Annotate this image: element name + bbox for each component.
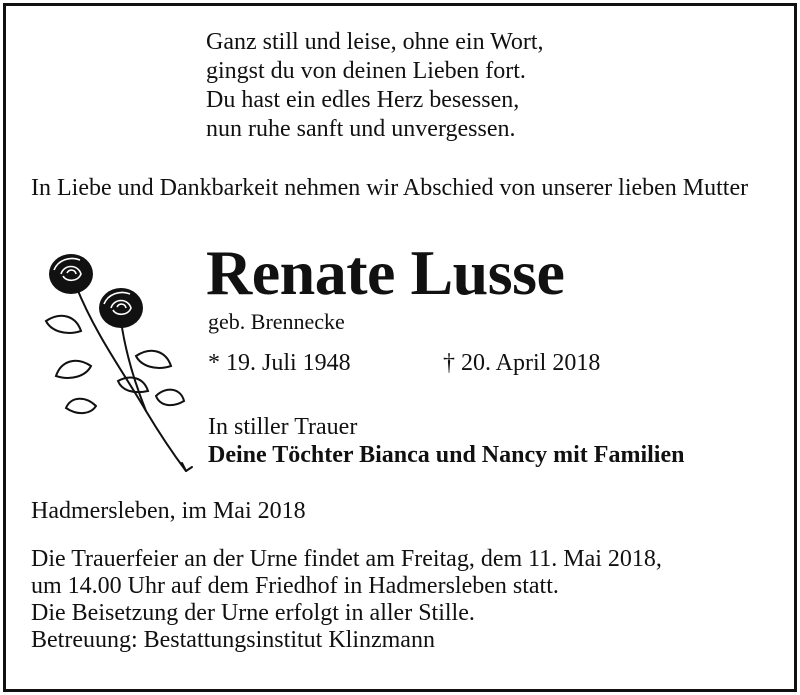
death-date: † 20. April 2018 (443, 350, 601, 376)
poem-line: Du hast ein edles Herz besessen, (206, 87, 520, 113)
obituary-notice (3, 3, 797, 692)
rose-icon (36, 246, 196, 476)
details-line: Betreuung: Bestattungsinstitut Klinzmann (31, 627, 435, 653)
maiden-name: geb. Brennecke (208, 309, 345, 334)
mourning-heading: In stiller Trauer (208, 414, 358, 440)
poem (206, 28, 544, 144)
mourners-family: Deine Töchter Bianca und Nancy mit Familien (208, 442, 685, 468)
deceased-name: Renate Lusse (206, 237, 565, 308)
details-line: um 14.00 Uhr auf dem Friedhof in Hadmersleben statt. (31, 573, 559, 599)
intro-text: In Liebe und Dankbarkeit nehmen wir Abschied von unserer lieben Mutter (31, 175, 749, 201)
details-line: Die Beisetzung der Urne erfolgt in aller Stille. (31, 600, 475, 626)
details-line: Die Trauerfeier an der Urne findet am Freitag, dem 11. Mai 2018, (31, 546, 662, 572)
place-date: Hadmersleben, im Mai 2018 (31, 498, 306, 524)
poem-line: gingst du von deinen Lieben fort. (206, 58, 526, 84)
birth-date: * 19. Juli 1948 (208, 350, 351, 376)
poem-line: Ganz still und leise, ohne ein Wort, (206, 29, 544, 55)
poem-line: nun ruhe sanft und unvergessen. (206, 116, 516, 142)
funeral-details (31, 546, 662, 654)
